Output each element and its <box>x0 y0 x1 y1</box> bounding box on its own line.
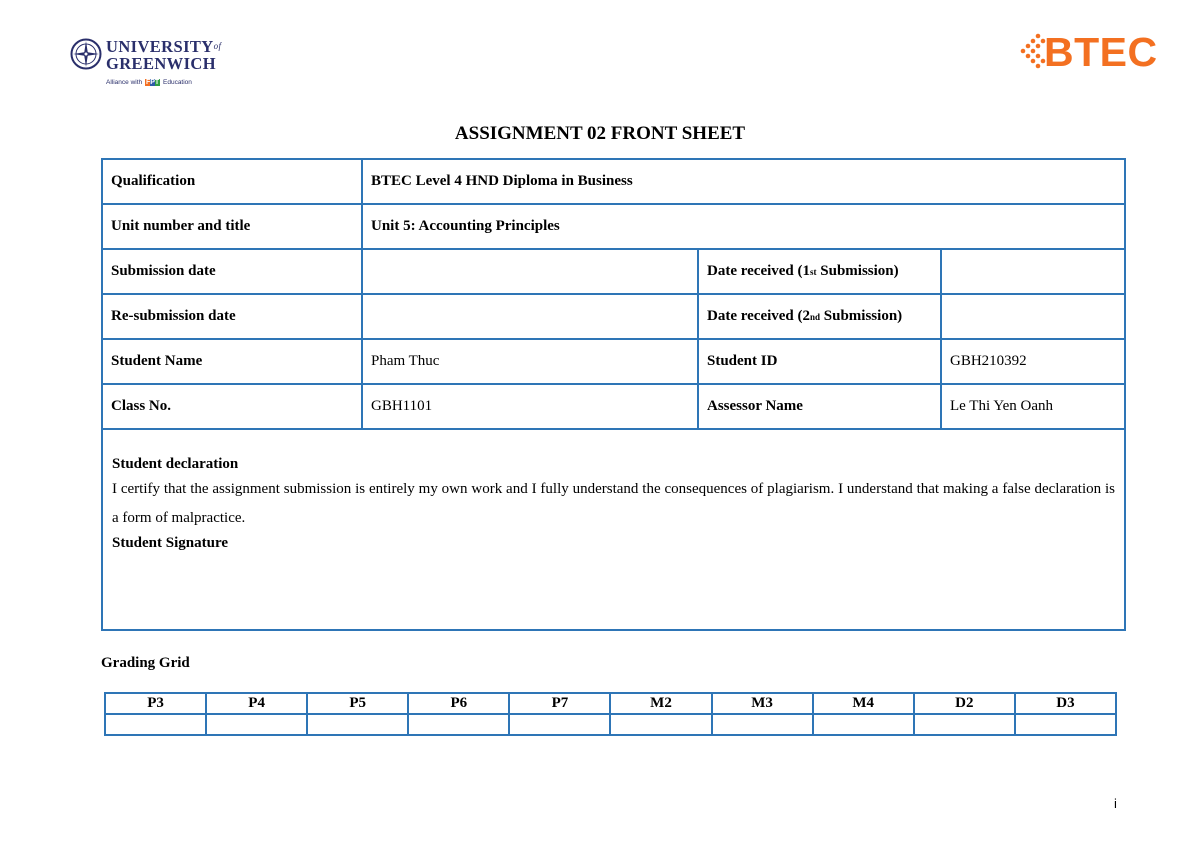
assessor-name-label: Assessor Name <box>699 385 942 428</box>
grade-header: D2 <box>914 693 1015 714</box>
grading-grid-label: Grading Grid <box>101 655 190 671</box>
fpt-logo: FPT <box>145 79 160 86</box>
student-id-label: Student ID <box>699 340 942 383</box>
grade-cell <box>206 714 307 735</box>
date-received-1-label: Date received (1 st Submission) <box>699 250 942 293</box>
greenwich-compass-seal-icon <box>70 38 102 70</box>
grade-cell <box>610 714 711 735</box>
grade-cell <box>105 714 206 735</box>
resubmission-date-label: Re-submission date <box>103 295 363 338</box>
grade-cell <box>914 714 1015 735</box>
student-id-value: GBH210392 <box>950 353 1027 369</box>
student-signature-label: Student Signature <box>112 535 229 551</box>
qualification-label: Qualification <box>103 160 363 203</box>
grade-header: P4 <box>206 693 307 714</box>
grade-cell <box>1015 714 1116 735</box>
grade-header: M4 <box>813 693 914 714</box>
btec-logo <box>1016 28 1158 75</box>
grade-cell <box>813 714 914 735</box>
date-received-2-label: Date received (2 nd Submission) <box>699 295 942 338</box>
declaration-text: I certify that the assignment submission is entirely my own work and I fully understand the consequences of plagiarism. I understand that making a false declaration is a form of malpractice. <box>112 481 1115 526</box>
date-received-2-value <box>942 295 1124 338</box>
date-received-1-value <box>942 250 1124 293</box>
student-declaration-section <box>103 430 1124 629</box>
class-no-label: Class No. <box>103 385 363 428</box>
grade-cell <box>307 714 408 735</box>
student-name-label: Student Name <box>103 340 363 383</box>
resubmission-date-value <box>363 295 699 338</box>
grading-grid-table <box>104 692 1117 736</box>
grade-cell <box>712 714 813 735</box>
grade-header: M2 <box>610 693 711 714</box>
resubmission-row <box>103 295 1124 340</box>
declaration-heading: Student declaration <box>112 456 239 472</box>
university-of-greenwich-logo <box>70 36 220 92</box>
grade-header: P6 <box>408 693 509 714</box>
student-row <box>103 340 1124 385</box>
grade-header: P5 <box>307 693 408 714</box>
class-row <box>103 385 1124 430</box>
front-sheet-info-table <box>101 158 1126 631</box>
grading-header-row <box>105 693 1116 714</box>
unit-value: Unit 5: Accounting Principles <box>371 218 560 234</box>
grade-header: D3 <box>1015 693 1116 714</box>
student-name-value: Pham Thuc <box>363 340 699 383</box>
submission-date-label: Submission date <box>103 250 363 293</box>
grading-value-row <box>105 714 1116 735</box>
submission-date-value <box>363 250 699 293</box>
btec-wordmark: BTEC <box>1044 29 1158 75</box>
unit-label: Unit number and title <box>103 205 363 248</box>
grade-header: P7 <box>509 693 610 714</box>
university-wordmark: $UNIVERSITY^{of}$ GREENWICH <box>106 37 222 73</box>
alliance-with-fpt-text: Alliance with FPT Education <box>106 79 192 86</box>
qualification-value: BTEC Level 4 HND Diploma in Business <box>371 173 633 189</box>
submission-row <box>103 250 1124 295</box>
page-number: i <box>1114 796 1117 811</box>
grade-header: P3 <box>105 693 206 714</box>
grade-header: M3 <box>712 693 813 714</box>
qualification-row <box>103 160 1124 205</box>
grade-cell <box>408 714 509 735</box>
btec-dot-grid-icon <box>1016 32 1046 72</box>
unit-row <box>103 205 1124 250</box>
grade-cell <box>509 714 610 735</box>
assessor-name-value: Le Thi Yen Oanh <box>950 398 1054 414</box>
page-title: ASSIGNMENT 02 FRONT SHEET <box>454 123 746 144</box>
class-no-value: GBH1101 <box>363 385 699 428</box>
